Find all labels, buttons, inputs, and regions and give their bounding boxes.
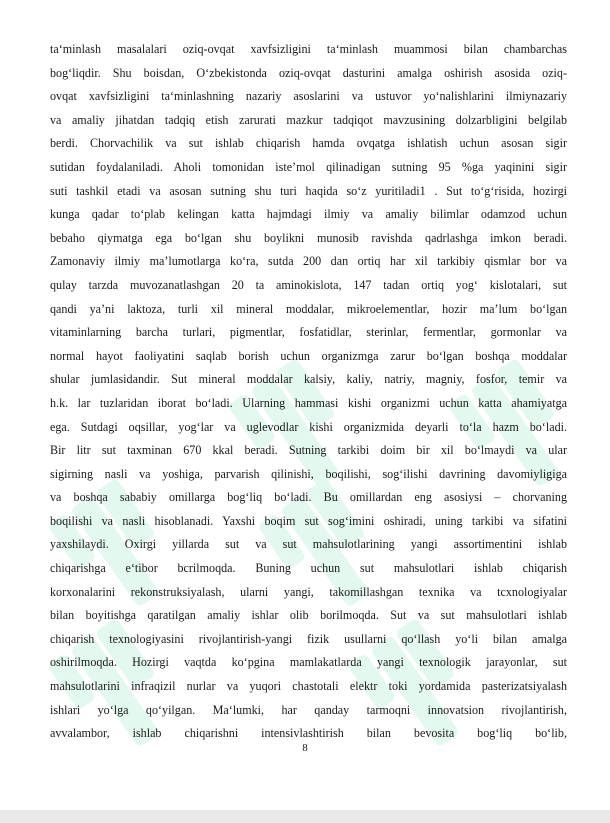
body-text [50, 38, 567, 746]
text-line: oshirilmoqda. Hozirgi vaqtda ko‘pgina mamlakatlarda yangi texnologik jarayonlar, sut [50, 655, 567, 670]
text-line: yaxshilaydi. Oxirgi yillarda sut va sut mahsulotlarining yangi assortimentini ishlab [50, 537, 567, 552]
text-line: avvalambor, ishlab chiqarishni intensivlashtirish bilan bevosita bog‘liq bo‘lib, [50, 726, 567, 741]
text-line: qandi ya’ni laktoza, turli xil mineral moddalar, mikroelementlar, hozir ma’lum bo‘lgan [50, 301, 567, 316]
text-line: berdi. Chorvachilik va sut ishlab chiqarish hamda ovqatga ishlatish uchun asosan sigir [50, 136, 567, 151]
text-line: mahsulotlarini infraqizil nurlar va yuqori chastotali elektr toki yordamida pasterizatsiyalash [50, 679, 567, 694]
text-line: normal hayot faoliyatini saqlab borish uchun organizmga zarur bo‘lgan boshqa moddalar [50, 348, 567, 363]
viewer-background [0, 810, 610, 823]
text-line: chiqarishga e‘tibor bcrilmoqda. Buning uchun sut mahsulotlari ishlab chiqarish [50, 561, 567, 576]
text-line: korxonalarini rekonstruksiyalash, ularni yangi, takomillashgan texnika va tcxnologiyalar [50, 584, 567, 599]
text-line: boqilishi va nasli hisoblanadi. Yaxshi boqim sut sog‘imini oshiradi, uning tarkibi va sifatini [50, 513, 567, 528]
text-line: ishlari yo‘lga qo‘yilgan. Ma‘lumki, har qanday tarmoqni innovatsion rivojlantirish, [50, 702, 567, 717]
text-line: bilan boyitishga qaratilgan amaliy ishlar olib borilmoqda. Sut va sut mahsulotlari ishlab [50, 608, 567, 623]
text-line: shular jumlasidandir. Sut mineral moddalar kalsiy, kaliy, natriy, magniy, fosfor, temir va [50, 372, 567, 387]
text-line: va boshqa sababiy omillarga bog‘liq bo‘ladi. Bu omillardan eng asosiysi – chorvaning [50, 490, 567, 505]
text-line: qulay tarzda muvozanatlashgan 20 ta aminokislota, 147 tadan ortiq yog‘ kislotalari, sut [50, 277, 567, 292]
text-line: sutidan foydalaniladi. Aholi tomonidan iste’mol qilinadigan sutning 95 %ga yaqinini sigir [50, 159, 567, 174]
text-line: ta‘minlash masalalari oziq-ovqat xavfsizligini ta‘minlash muammosi bilan chambarchas [50, 42, 567, 56]
text-line: va amaliy jihatdan tadqiq etish zarurati mazkur tadqiqot mavzusining dolzarbligini belgilab [50, 112, 567, 127]
text-line: ega. Sutdagi oqsillar, yog‘lar va uglevodlar kishi organizmida deyarli to‘la hazm bo‘ladi. [50, 419, 567, 434]
text-line: ovqat xavfsizligini ta‘minlashning nazariy asoslarini va ustuvor yo‘nalishlarini ilmiynazariy [50, 89, 567, 104]
text-line: vitaminlarning barcha turlari, pigmentlar, fosfatidlar, sterinlar, fermentlar, gormonlar va [50, 325, 567, 340]
text-line: bog‘liqdir. Shu boisdan, O‘zbekistonda oziq-ovqat dasturini amalga oshirish asosida oziq- [50, 65, 567, 80]
text-line: sigirning nasli va yoshiga, parvarish qilinishi, boqilishi, sog‘ilishi davrining davomiyligiga [50, 466, 567, 481]
text-line: Zamonaviy ilmiy ma’lumotlarga ko‘ra, sutda 200 dan ortiq har xil tarkibiy qismlar bor va [50, 254, 567, 269]
text-line: suti tashkil etadi va asosan sutning shu turi haqida so‘z yuritiladi1 . Sut to‘g‘risida, hozirgi [50, 183, 567, 198]
page-number: 8 [302, 742, 308, 754]
text-line: Bir litr sut taxminan 670 kkal beradi. Sutning tarkibi doim bir xil bo‘lmaydi va ular [50, 443, 567, 458]
text-line: kunga qadar to‘plab kelingan katta hajmdagi ilmiy va amaliy bilimlar odamzod uchun [50, 207, 567, 222]
text-line: h.k. lar tuzlaridan iborat bo‘ladi. Ularning hammasi kishi organizmi uchun katta ahamiyatga [50, 395, 567, 410]
text-line: chiqarish texnologiyasini rivojlantirish-yangi fizik usullarni qo‘llash yo‘li bilan amalga [50, 631, 567, 646]
text-line: bebaho qiymatga ega bo‘lgan shu boylikni munosib ravishda qadrlashga imkon beradi. [50, 230, 567, 245]
